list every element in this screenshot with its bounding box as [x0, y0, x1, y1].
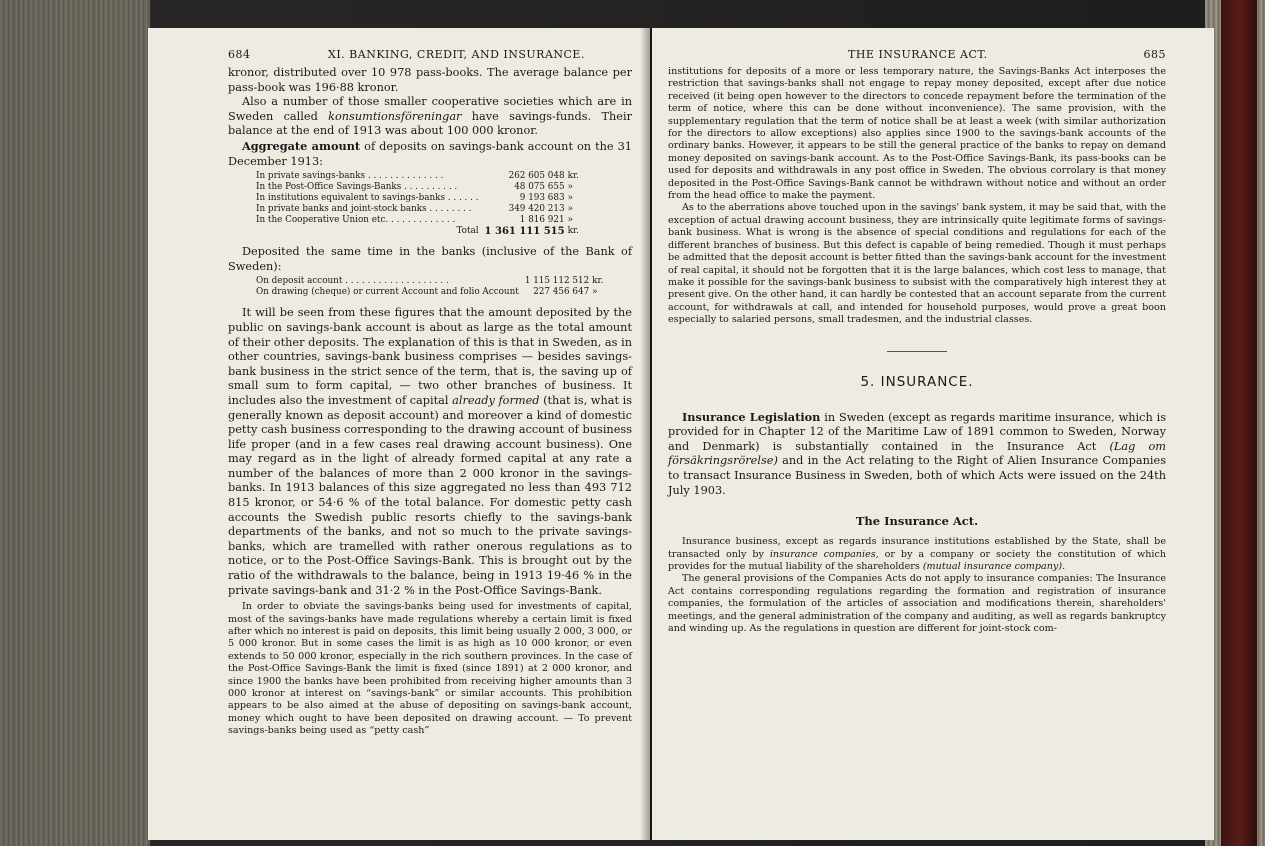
- total-row: [256, 226, 579, 237]
- table-cell-amount: 262 605 048: [508, 171, 565, 182]
- small-print-paragraph: institutions for deposits of a more or less temporary nature, the Savings-Banks Act interposes the restriction that savings-banks shall not engage to repay money deposited, except after due notice received (it being open however to the directors to concede repayment before the termination of the term of notice, where this can be done without inconvenience). The same provision, with the supplementary regulation that the term of notice shall be at least a week (with similar authorization for the directors to allow exceptions) also applies since 1900 to the savings-bank accounts of the ordinary banks. However, it appears to be still the general practice of the banks to repay on demand money deposited on savings-bank account. As to the Post-Office Savings-Bank, its pass-books can be used for deposits and withdrawals in any post office in Sweden. The obvious corrolary is that money deposited in the Post-Office Savings-Bank cannot be withdrawn without notice and without an order from the head office to make the payment.: [668, 66, 1166, 202]
- deposits-table: [256, 171, 579, 237]
- book-cover-right: [1205, 0, 1265, 846]
- table-cell-amount: 227 456 647: [533, 287, 590, 298]
- emphasis: (mutual insurance company).: [922, 560, 1066, 572]
- table-row: [256, 204, 579, 215]
- bold-heading: Aggregate amount: [242, 138, 361, 153]
- table-cell-label: In the Post-Office Savings-Banks . . . . . . . . . .: [256, 182, 458, 193]
- page-number: 685: [1143, 48, 1166, 61]
- table-row: [256, 182, 579, 193]
- emphasis: already formed: [452, 393, 540, 407]
- section-title: 5. INSURANCE.: [860, 373, 974, 390]
- table-cell-amount: 1 816 921: [519, 215, 565, 226]
- right-page: [652, 28, 1214, 840]
- subsection-title: The Insurance Act.: [855, 514, 979, 529]
- running-head: XI. BANKING, CREDIT, AND INSURANCE.: [328, 48, 585, 61]
- table-cell-unit: kr.: [567, 171, 579, 182]
- banks-table: [256, 276, 604, 298]
- total-unit: kr.: [567, 226, 579, 237]
- small-print-paragraph: As to the aberrations above touched upon in the savings' bank system, it may be said that, with the exception of actual drawing account business, they are intrinsically quite legitimate forms of savings-bank business. What is wrong is the absence of special conditions and regulations for each of the different branches of business. But this defect is capable of being remedied. Though it must perhaps be admitted that the deposit account is better fitted than the savings-bank account for the investment of real capital, it should not be forgotten that it is the large balances, which cost less to manage, that make it possible for the savings-bank business to subsist with the comparatively high interest they at present give. On the other hand, it can hardly be contested that an account separate from the current account, for withdrawals at call, and intended for household purposes, would prove a great boon especially to salaried persons, small tradesmen, and the industrial classes.: [668, 202, 1166, 326]
- right-page-header: [668, 48, 1166, 66]
- paragraph: kronor, distributed over 10 978 pass-books. The average balance per pass-book was 196·88 kronor.: [228, 66, 632, 94]
- table-cell-label: In private banks and joint-stock banks . . . . . . . .: [256, 204, 472, 215]
- table-row: [256, 171, 579, 182]
- total-amount: 1 361 111 515: [484, 226, 565, 238]
- swedish-act-name: (Lag om försäkringsrörelse): [668, 439, 1166, 468]
- table-row: [256, 215, 579, 226]
- emphasis: insurance companies,: [769, 548, 879, 560]
- table-row: [256, 193, 579, 204]
- cover-binding: [1221, 0, 1257, 846]
- table-cell-amount: 48 075 655: [514, 182, 565, 193]
- table-cell-label: In institutions equivalent to savings-banks . . . . . .: [256, 193, 479, 204]
- table-cell-unit: »: [567, 182, 573, 193]
- table-cell-amount: 1 115 112 512: [524, 276, 590, 287]
- section-divider: [887, 351, 947, 352]
- table-cell-label: On deposit account . . . . . . . . . . . . . . . . . . .: [256, 276, 449, 287]
- small-print-paragraph: In order to obviate the savings-banks being used for investments of capital, most of the savings-banks have made regulations whereby a certain limit is fixed after which no interest is paid on deposits, this limit being usually 2 000, 3 000, or 5 000 kronor. But in some cases the limit is as high as 10 000 kronor, or even extends to 50 000 kronor, especially in the rich southern provinces. In the case of the Post-Office Savings-Bank the limit is fixed (since 1891) at 2 000 kronor, and since 1900 the banks have been prohibited from receiving higher amounts than 3 000 kronor at interest on “savings-bank” or similar accounts. This prohibition appears to be also aimed at the abuse of depositing on savings-bank account, money which ought to have been deposited on drawing account. — To prevent savings-banks being used as “petty cash”: [228, 601, 632, 737]
- paragraph: It will be seen from these figures that the amount deposited by the public on savings-bank account is about as large as the total amount of their other deposits. The explanation of this is that in Sweden, as in other countries, savings-bank business comprises — besides savings-bank business in the strict sence of the term, that is, the saving up of small sum to form capital, — two other branches of business. It includes also the investment of capital already formed (that is, what is generally known as deposit account) and moreover a kind of domestic petty cash business corresponding to the drawing account of business life proper (and in a few cases real drawing account business). One may regard as in the light of already formed capital at any rate a number of the balances of more than 2 000 kronor in the savings-banks. In 1913 balances of this size aggregated no less than 493 712 815 kronor, or 54·6 % of the total balance. For domestic petty cash accounts the Swedish public resorts chiefly to the savings-bank departments of the banks, and not so much to the private savings-banks, which are tramelled with rather onerous regulations as to notice, or to the Post-Office Savings-Bank. This is brought out by the ratio of the withdrawals to the balance, being in 1913 19·46 % in the private savings-bank and 31·2 % in the Post-Office Savings-Bank.: [228, 306, 632, 597]
- table-cell-unit: »: [592, 287, 598, 298]
- page-number: 684: [228, 48, 251, 61]
- table-cell-label: In the Cooperative Union etc. . . . . . . . . . . . .: [256, 215, 456, 226]
- total-label: Total: [456, 226, 479, 237]
- table-cell-amount: 349 420 213: [508, 204, 565, 215]
- page-edges-left: [0, 0, 150, 846]
- left-page-header: [228, 48, 632, 66]
- table-cell-unit: »: [567, 193, 573, 204]
- paragraph: Also a number of those smaller cooperative societies which are in Sweden called konsumtionsföreningar have savings-funds. Their balance at the end of 1913 was about 100 000 kronor.: [228, 95, 632, 138]
- left-page: [148, 28, 650, 840]
- swedish-term: konsumtionsföreningar: [328, 109, 462, 123]
- paragraph: Deposited the same time in the banks (inclusive of the Bank of Sweden):: [228, 245, 632, 273]
- table-cell-unit: »: [567, 204, 573, 215]
- table-cell-unit: kr.: [592, 276, 604, 287]
- small-print-paragraph: The general provisions of the Companies Acts do not apply to insurance companies: The Insurance Act contains corresponding regulations regarding the formation and registration of insurance companies, the formulation of the articles of association and modifications therein, shareholders' meetings, and the general administration of the company and auditing, as well as regards bankruptcy and winding up. As the regulations in question are different for joint-stock com-: [668, 573, 1166, 634]
- table-row: [256, 276, 604, 287]
- paragraph: Insurance Legislation in Sweden (except as regards maritime insurance, which is provided for in Chapter 12 of the Maritime Law of 1891 common to Sweden, Norway and Denmark) is substantially contained in the Insurance Act (Lag om försäkringsrörelse) and in the Act relating to the Right of Alien Insurance Companies to transact Insurance Business in Sweden, both of which Acts were issued on the 24th July 1903.: [668, 409, 1166, 497]
- table-cell-label: On drawing (cheque) or current Account and folio Account: [256, 287, 519, 298]
- table-cell-label: In private savings-banks . . . . . . . . . . . . . .: [256, 171, 444, 182]
- table-cell-amount: 9 193 683: [519, 193, 565, 204]
- paragraph: Aggregate amount of deposits on savings-bank account on the 31 December 1913:: [228, 138, 632, 168]
- table-cell-unit: »: [567, 215, 573, 226]
- table-row: [256, 287, 604, 298]
- small-print-paragraph: Insurance business, except as regards insurance institutions established by the State, shall be transacted only by insurance companies, or by a company or society the constitution of which provides for the mutual liability of the shareholders (mutual insurance company).: [668, 536, 1166, 572]
- running-head: THE INSURANCE ACT.: [848, 48, 988, 61]
- bold-heading: Insurance Legislation: [682, 409, 821, 424]
